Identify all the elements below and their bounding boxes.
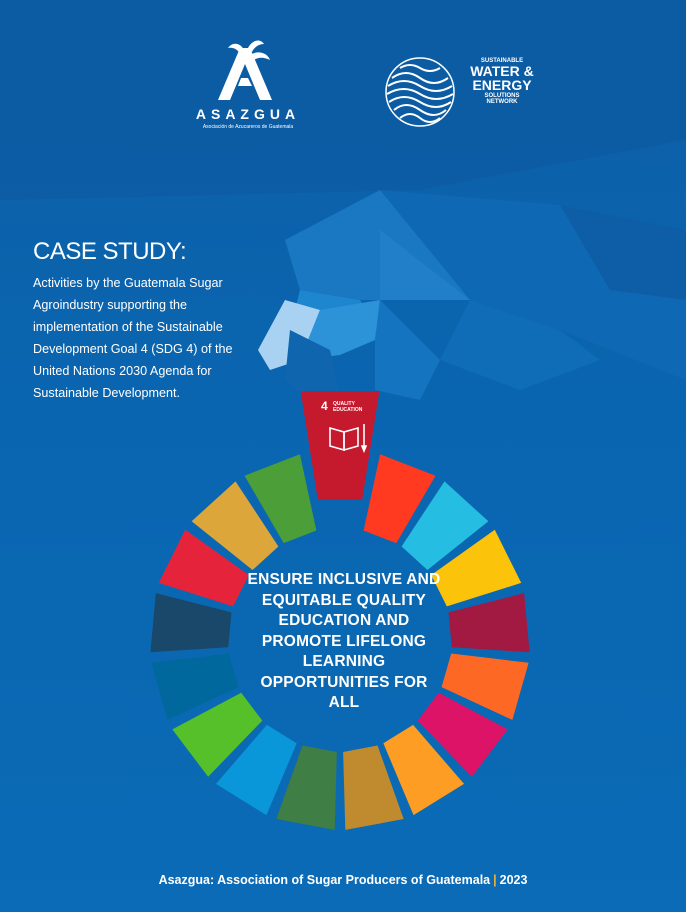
footer-org: Asazgua: Association of Sugar Producers of Guatemala xyxy=(158,873,491,887)
swes-line2: WATER & xyxy=(470,63,534,79)
footer-separator: | xyxy=(493,873,497,887)
case-study-body: Activities by the Guatemala Sugar Agroindustry supporting the implementation of the Sustainable Development Goal 4 (SDG 4) of the United Nations 2030 Agenda for Sustainable Development. xyxy=(33,276,233,400)
sdg-segment xyxy=(449,593,530,652)
swes-line5: NETWORK xyxy=(486,99,518,105)
swes-line1: SUSTAINABLE xyxy=(480,58,524,64)
asazgua-subtitle: Asociación de Azucareros de Guatemala xyxy=(202,124,294,130)
footer xyxy=(0,873,686,887)
sdg-goal-statement: ENSURE INCLUSIVE AND EQUITABLE QUALITY EDUCATION AND PROMOTE LIFELONG LEARNING OPPORTUNITIES FOR ALL xyxy=(247,571,441,711)
swes-line4: SOLUTIONS xyxy=(484,93,520,99)
swes-line3: ENERGY xyxy=(472,77,532,93)
sdg-segment xyxy=(150,593,231,652)
sdg-badge-number: 4 xyxy=(321,399,328,413)
case-study-title: CASE STUDY: xyxy=(33,238,187,265)
footer-year: 2023 xyxy=(499,873,528,887)
sdg-badge-label: QUALITY EDUCATION xyxy=(333,401,363,413)
asazgua-name: ASAZGUA xyxy=(195,106,301,122)
